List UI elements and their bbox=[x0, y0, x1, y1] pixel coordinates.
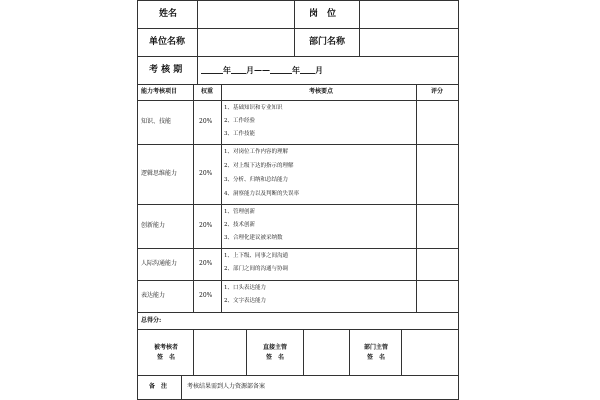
row-item-name: 人际沟通能力 bbox=[141, 260, 178, 267]
grid-line bbox=[416, 84, 417, 312]
grid-line bbox=[137, 0, 459, 1]
grid-line bbox=[137, 0, 138, 400]
month-start-blank[interactable] bbox=[231, 65, 246, 74]
dept-supervisor-sign-label: 部门主管 签 名 bbox=[363, 344, 388, 361]
remark-label: 备 注 bbox=[149, 383, 168, 390]
grid-line bbox=[401, 329, 402, 375]
grid-line bbox=[181, 375, 182, 400]
row-point: 2、工作经验 bbox=[224, 118, 255, 124]
month-end-blank[interactable] bbox=[300, 65, 315, 74]
row-weight: 20% bbox=[199, 292, 213, 299]
grid-line bbox=[303, 329, 304, 375]
row-weight: 20% bbox=[199, 260, 213, 267]
examinee-sign-label: 被考核者 签 名 bbox=[153, 344, 178, 361]
row-item-name: 知识、技能 bbox=[141, 118, 172, 125]
row-weight: 20% bbox=[199, 170, 213, 177]
row-item-name: 表达能力 bbox=[141, 292, 166, 299]
name-label: 姓名 bbox=[159, 9, 178, 19]
grid-line bbox=[137, 28, 459, 29]
period-range: 年 月—— 年 月 bbox=[201, 65, 323, 74]
row-item-name: 创新能力 bbox=[141, 222, 166, 229]
dept-label: 部门名称 bbox=[309, 37, 346, 47]
grid-line bbox=[137, 375, 459, 376]
row-point: 3、合理化建议被采纳数 bbox=[224, 235, 283, 241]
grid-line bbox=[197, 0, 198, 84]
period-label: 考 核 期 bbox=[149, 65, 183, 75]
row-point: 1、口头表达能力 bbox=[224, 285, 266, 291]
total-score-label: 总得分: bbox=[141, 317, 162, 324]
appraisal-form bbox=[137, 0, 459, 400]
grid-line bbox=[137, 312, 459, 313]
row-item-name: 逻辑思维能力 bbox=[141, 170, 178, 177]
grid-line bbox=[246, 329, 247, 375]
row-point: 2、对上级下达的指示的理解 bbox=[224, 163, 294, 169]
remark-text: 考核结果需到人力资源部备案 bbox=[187, 383, 266, 390]
row-point: 1、对岗位工作内容的理解 bbox=[224, 149, 289, 155]
direct-supervisor-sign-label: 直接主管 签 名 bbox=[262, 344, 287, 361]
col-item-header: 能力考核项目 bbox=[141, 88, 178, 95]
grid-line bbox=[137, 84, 459, 85]
grid-line bbox=[137, 100, 459, 101]
grid-line bbox=[294, 0, 295, 56]
row-point: 4、洞察能力以及判断的失误率 bbox=[224, 191, 300, 197]
grid-line bbox=[137, 56, 459, 57]
row-point: 2、部门之间的沟通与协调 bbox=[224, 266, 289, 272]
year-start-blank[interactable] bbox=[201, 65, 223, 74]
grid-line bbox=[359, 0, 360, 56]
row-point: 3、分析、归纳和总结能力 bbox=[224, 177, 289, 183]
grid-line bbox=[137, 248, 459, 249]
row-point: 1、管理创新 bbox=[224, 209, 255, 215]
grid-line bbox=[137, 204, 459, 205]
grid-line bbox=[349, 329, 350, 375]
unit-label: 单位名称 bbox=[149, 37, 186, 47]
row-weight: 20% bbox=[199, 222, 213, 229]
grid-line bbox=[193, 84, 194, 312]
position-label: 岗 位 bbox=[309, 9, 337, 19]
row-point: 1、基础知识和专业知识 bbox=[224, 105, 283, 111]
row-point: 2、技术创新 bbox=[224, 222, 255, 228]
row-point: 1、上下级、同事之间沟通 bbox=[224, 253, 289, 259]
row-point: 3、工作技能 bbox=[224, 131, 255, 137]
grid-line bbox=[458, 0, 459, 400]
grid-line bbox=[137, 280, 459, 281]
grid-line bbox=[221, 84, 222, 312]
grid-line bbox=[137, 329, 459, 330]
year-end-blank[interactable] bbox=[270, 65, 292, 74]
col-weight-header: 权重 bbox=[201, 88, 214, 95]
col-points-header: 考核要点 bbox=[309, 88, 334, 95]
col-score-header: 评分 bbox=[431, 88, 444, 95]
row-point: 2、文字表达能力 bbox=[224, 298, 266, 304]
grid-line bbox=[137, 144, 459, 145]
row-weight: 20% bbox=[199, 118, 213, 125]
grid-line bbox=[193, 329, 194, 375]
